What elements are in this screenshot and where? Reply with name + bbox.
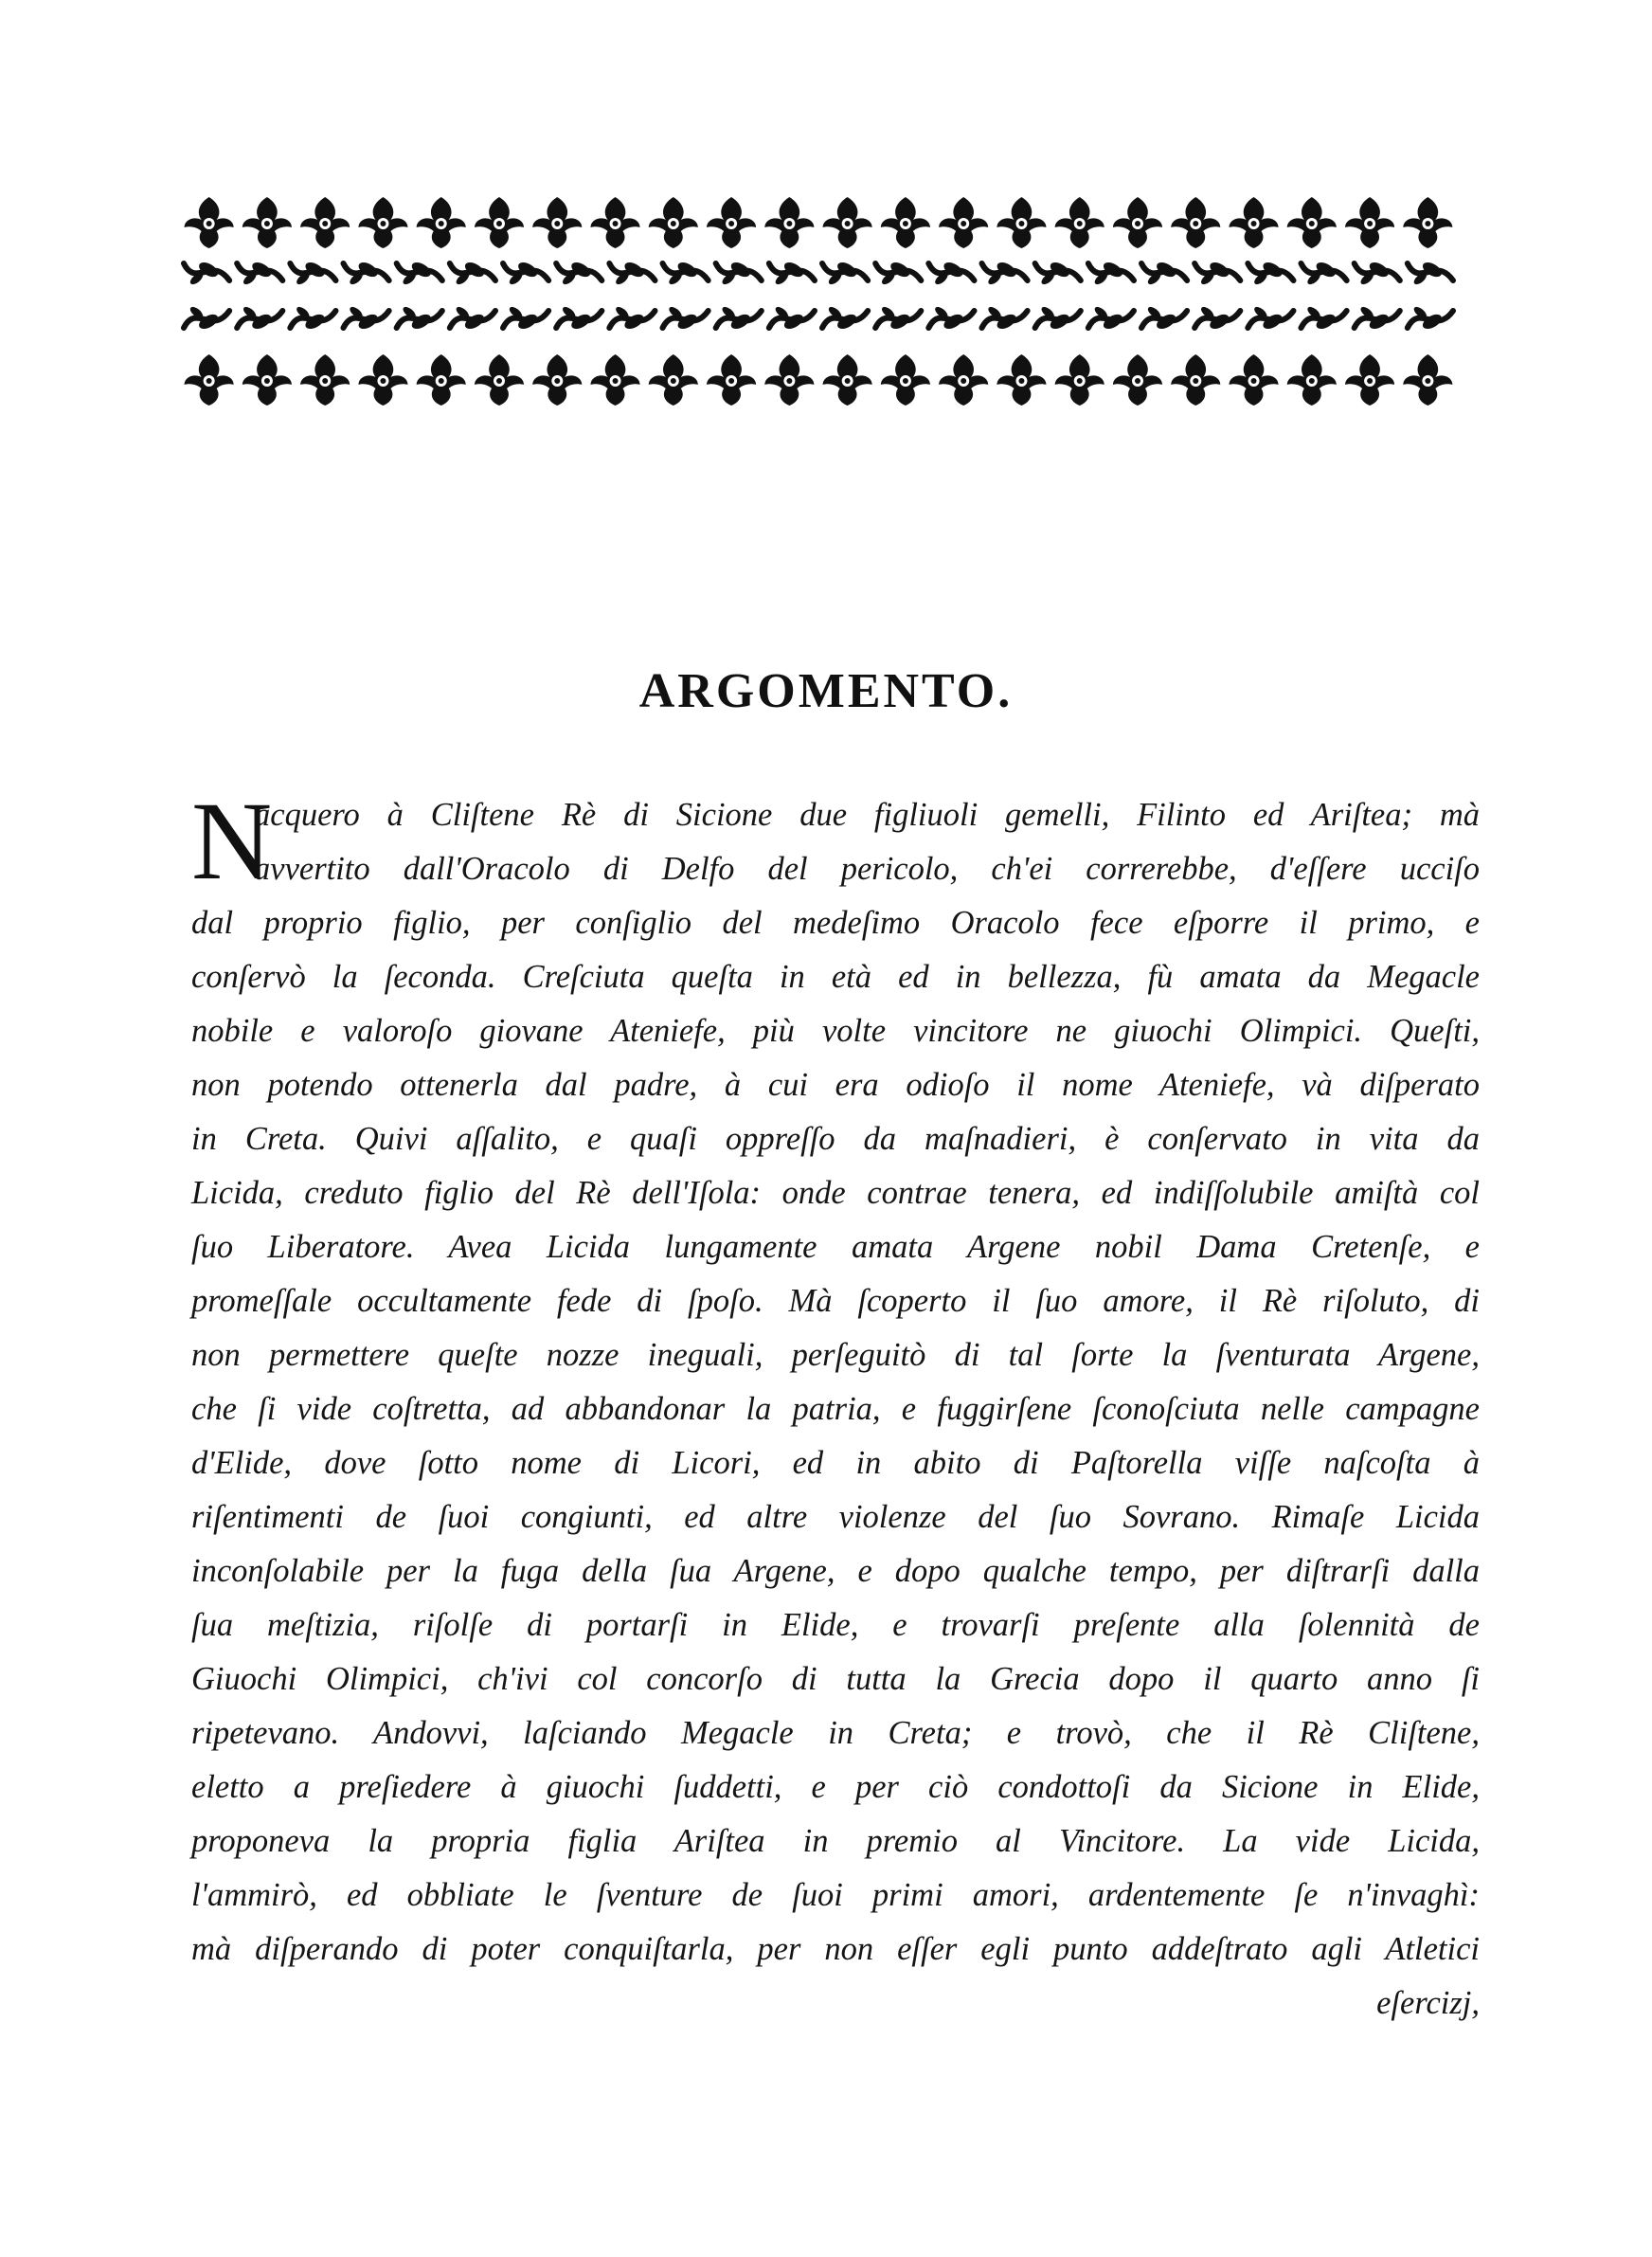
- fleuron-bottom-dot: [1077, 378, 1083, 384]
- fleuron-bottom-dot: [439, 378, 444, 384]
- fleuron-bottom-dot: [1309, 378, 1315, 384]
- text-line: ripetevano. Andovvi, laſciando Megacle in Creta; e trovò, che il Rè Cliſtene,: [191, 1715, 1480, 1751]
- fleuron-bottom: [997, 354, 1046, 406]
- fleuron-bottom: [475, 354, 524, 406]
- fleuron-top-dot: [554, 221, 560, 226]
- fleuron-top: [475, 197, 524, 248]
- fleuron-bottom-dot: [322, 378, 328, 384]
- fleuron-top: [707, 197, 756, 248]
- fleuron-bottom: [1230, 354, 1279, 406]
- text-line: proponeva la propria figlia Ariſtea in premio al Vincitore. La vide Licida,: [191, 1823, 1480, 1859]
- fleuron-bottom-dot: [1251, 378, 1257, 384]
- fleuron-top: [532, 197, 582, 248]
- fleuron-bottom: [591, 354, 640, 406]
- fleuron-bottom: [939, 354, 988, 406]
- text-line: conſervò la ſeconda. Creſciuta queſta in età ed in bellezza, fù amata da Megacle: [191, 959, 1480, 995]
- fleuron-top-dot: [671, 221, 676, 226]
- fleuron-bottom: [764, 354, 814, 406]
- argomento-body: [191, 779, 1480, 2031]
- text-line: non permettere queſte nozze ineguali, perſeguitò di tal ſorte la ſventurata Argene,: [191, 1337, 1480, 1373]
- ornament-svg: [180, 186, 1457, 413]
- fleuron-bottom-dot: [961, 378, 966, 384]
- text-line: promeſſale occultamente fede di ſpoſo. Mà ſcoperto il ſuo amore, il Rè riſoluto, di: [191, 1283, 1480, 1319]
- fleuron-top-dot: [1309, 221, 1315, 226]
- fleuron-top: [591, 197, 640, 248]
- fleuron-bottom-dot: [671, 378, 676, 384]
- text-line: eletto a preſiedere à giuochi ſuddetti, e per ciò condottoſi da Sicione in Elide,: [191, 1769, 1480, 1805]
- fleuron-bottom-dot: [1018, 378, 1024, 384]
- fleuron-top-dot: [322, 221, 328, 226]
- fleuron-top: [1113, 197, 1162, 248]
- fleuron-top: [185, 197, 234, 248]
- fleuron-bottom-dot: [845, 378, 851, 384]
- fleuron-top: [997, 197, 1046, 248]
- fleuron-top-dot: [1135, 221, 1140, 226]
- fleuron-bottom-dot: [786, 378, 792, 384]
- fleuron-bottom-dot: [554, 378, 560, 384]
- fleuron-bottom-dot: [1193, 378, 1198, 384]
- text-line: avvertito dall'Oracolo di Delfo del pericolo, ch'ei correrebbe, d'eſſere ucciſo: [254, 851, 1480, 887]
- fleuron-top: [1171, 197, 1220, 248]
- fleuron-bottom-dot: [264, 378, 270, 384]
- text-line: ſua meſtizia, riſolſe di portarſi in Elide, e trovarſi preſente alla ſolennità de: [191, 1607, 1480, 1643]
- text-line: dal proprio figlio, per conſiglio del medeſimo Oracolo fece eſporre il primo, e: [191, 905, 1480, 941]
- fleuron-bottom-dot: [380, 378, 386, 384]
- text-line: ſuo Liberatore. Avea Licida lungamente amata Argene nobil Dama Cretenſe, e: [191, 1229, 1480, 1265]
- fleuron-top: [1287, 197, 1337, 248]
- fleuron-bottom: [1055, 354, 1104, 406]
- fleuron-bottom-dot: [496, 378, 502, 384]
- fleuron-top: [417, 197, 466, 248]
- fleuron-top: [1055, 197, 1104, 248]
- text-line: l'ammirò, ed obbliate le ſventure de ſuoi primi amori, ardentemente ſe n'invaghì:: [191, 1877, 1480, 1913]
- fleuron-top-dot: [786, 221, 792, 226]
- fleuron-top-dot: [1018, 221, 1024, 226]
- page-title: ARGOMENTO.: [638, 664, 1014, 718]
- fleuron-bottom: [417, 354, 466, 406]
- fleuron-top-dot: [845, 221, 851, 226]
- fleuron-top-dot: [1077, 221, 1083, 226]
- fleuron-bottom: [185, 354, 234, 406]
- fleuron-top-dot: [1425, 221, 1430, 226]
- text-line: acquero à Cliſtene Rè di Sicione due figliuoli gemelli, Filinto ed Ariſtea; mà: [254, 797, 1480, 833]
- catchword: eſercizj,: [1376, 1985, 1480, 2021]
- text-line: Licida, creduto figlio del Rè dell'Iſola: onde contrae tenera, ed indiſſolubile amiſtà col: [191, 1175, 1480, 1211]
- text-line: riſentimenti de ſuoi congiunti, ed altre violenze del ſuo Sovrano. Rimaſe Licida: [191, 1499, 1480, 1535]
- fleuron-top-dot: [961, 221, 966, 226]
- fleuron-top: [242, 197, 292, 248]
- fleuron-bottom: [1287, 354, 1337, 406]
- fleuron-bottom: [1113, 354, 1162, 406]
- text-line: che ſi vide coſtretta, ad abbandonar la patria, e fuggirſene ſconoſciuta nelle campagne: [191, 1391, 1480, 1427]
- fleuron-bottom: [242, 354, 292, 406]
- fleuron-bottom-dot: [206, 378, 212, 384]
- fleuron-bottom-dot: [903, 378, 908, 384]
- fleuron-top: [1345, 197, 1394, 248]
- fleuron-top-dot: [613, 221, 619, 226]
- drop-cap: N: [191, 779, 273, 903]
- text-line: inconſolabile per la fuga della ſua Argene, e dopo qualche tempo, per diſtrarſi dalla: [191, 1553, 1480, 1589]
- fleuron-top-dot: [1367, 221, 1373, 226]
- fleuron-top-dot: [1251, 221, 1257, 226]
- fleuron-top-dot: [903, 221, 908, 226]
- fleuron-bottom: [823, 354, 872, 406]
- text-line: Giuochi Olimpici, ch'ivi col concorſo di tutta la Grecia dopo il quarto anno ſi: [191, 1661, 1480, 1697]
- fleuron-top-dot: [1193, 221, 1198, 226]
- fleuron-top-dot: [728, 221, 734, 226]
- fleuron-bottom-dot: [1425, 378, 1430, 384]
- fleuron-top-dot: [496, 221, 502, 226]
- text-line: in Creta. Quivi aſſalito, e quaſi oppreſſo da maſnadieri, è conſervato in vita da: [191, 1121, 1480, 1157]
- fleuron-bottom: [1345, 354, 1394, 406]
- ornamental-header-band: [180, 186, 1457, 413]
- fleuron-top-dot: [264, 221, 270, 226]
- fleuron-top: [764, 197, 814, 248]
- fleuron-bottom: [300, 354, 350, 406]
- fleuron-top: [1403, 197, 1452, 248]
- fleuron-bottom-dot: [1135, 378, 1140, 384]
- fleuron-bottom: [707, 354, 756, 406]
- fleuron-top: [939, 197, 988, 248]
- text-line: nobile e valoroſo giovane Ateniefe, più volte vincitore ne giuochi Olimpici. Queſti,: [191, 1013, 1480, 1049]
- fleuron-top-dot: [206, 221, 212, 226]
- text-line: d'Elide, dove ſotto nome di Licori, ed in abito di Paſtorella viſſe naſcoſta à: [191, 1445, 1480, 1481]
- fleuron-top: [300, 197, 350, 248]
- fleuron-bottom-dot: [728, 378, 734, 384]
- fleuron-bottom: [649, 354, 698, 406]
- fleuron-top: [1230, 197, 1279, 248]
- fleuron-bottom: [1171, 354, 1220, 406]
- fleuron-top-dot: [439, 221, 444, 226]
- text-line: non potendo ottenerla dal padre, à cui era odioſo il nome Ateniefe, và diſperato: [191, 1067, 1480, 1103]
- fleuron-top-dot: [380, 221, 386, 226]
- fleuron-top: [358, 197, 407, 248]
- fleuron-bottom: [532, 354, 582, 406]
- fleuron-top: [823, 197, 872, 248]
- fleuron-bottom: [1403, 354, 1452, 406]
- fleuron-bottom-dot: [1367, 378, 1373, 384]
- fleuron-bottom: [358, 354, 407, 406]
- fleuron-top: [881, 197, 930, 248]
- fleuron-bottom-dot: [613, 378, 619, 384]
- fleuron-top: [649, 197, 698, 248]
- text-line: mà diſperando di poter conquiſtarla, per non eſſer egli punto addeſtrato agli Atletici: [191, 1931, 1480, 1967]
- fleuron-bottom: [881, 354, 930, 406]
